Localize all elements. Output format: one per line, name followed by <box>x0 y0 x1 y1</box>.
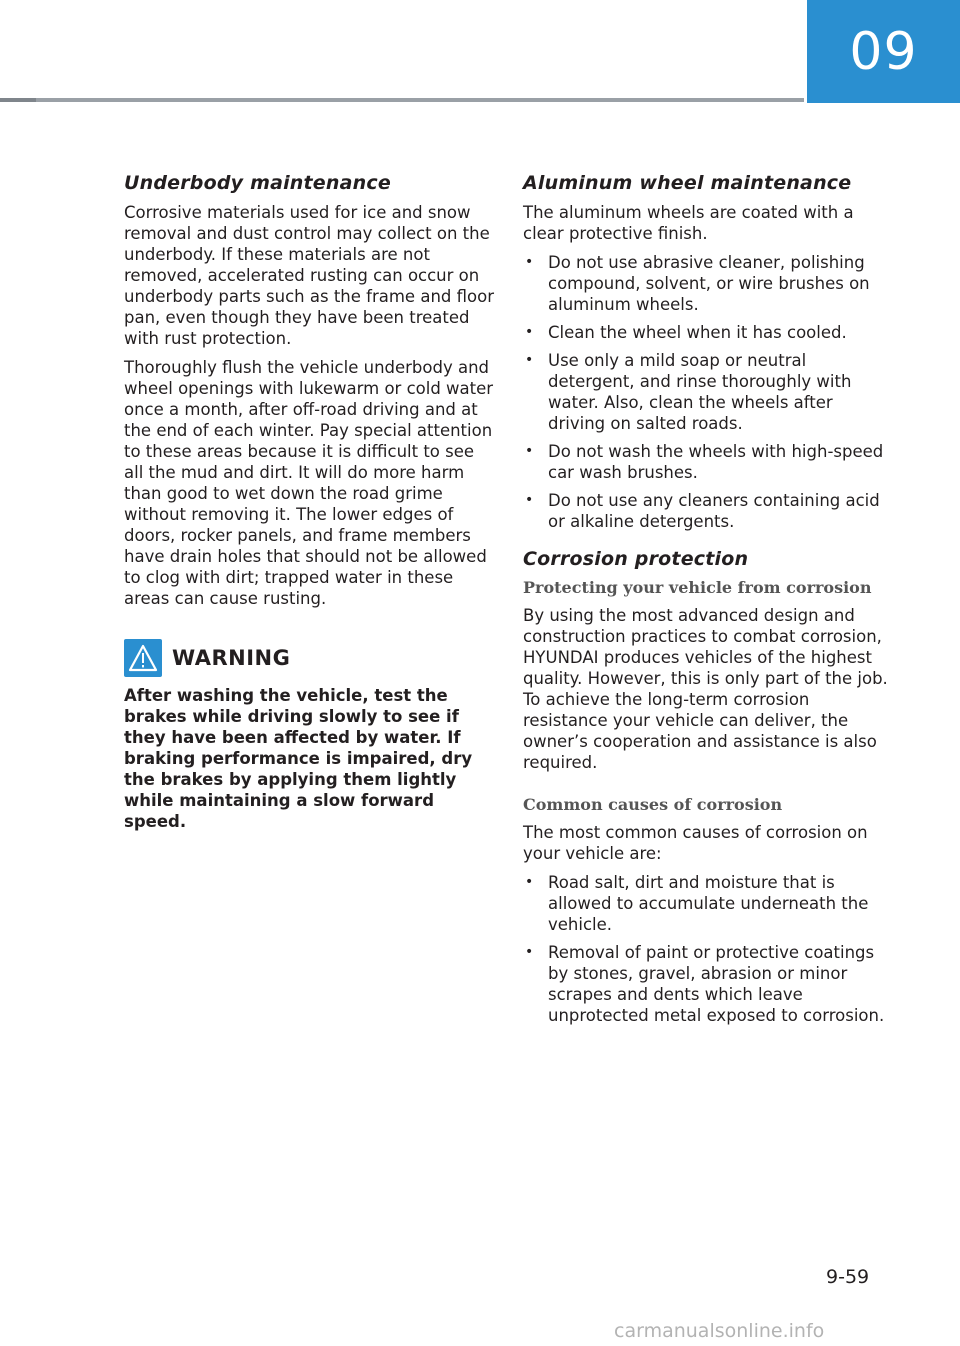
watermark: carmanualsonline.info <box>614 1320 825 1342</box>
underbody-heading: Underbody maintenance <box>124 172 391 194</box>
header-rule-accent <box>0 98 36 102</box>
list-item: • Removal of paint or protective coatings by stones, gravel, abrasion or minor scrapes and dents which leave unprotected metal exposed to corrosion. <box>523 942 893 1026</box>
warning-icon <box>124 639 162 677</box>
protecting-subheading: Protecting your vehicle from corrosion <box>523 578 872 597</box>
list-item: • Road salt, dirt and moisture that is allowed to accumulate underneath the vehicle. <box>523 872 893 935</box>
protecting-paragraph: By using the most advanced design and construction practices to combat corrosion, HYUNDAI produces vehicles of the highest quality. However, this is only part of the job. To achieve the long-term corrosion resistance your vehicle can deliver, the owner’s cooperation and assistance is also required. <box>523 606 888 772</box>
left-column <box>124 172 494 832</box>
list-item: • Clean the wheel when it has cooled. <box>523 322 893 343</box>
underbody-paragraph-2: Thoroughly flush the vehicle underbody and wheel openings with lukewarm or cold water once a month, after off-road driving and at the end of each winter. Pay special attention to these areas because it is difficult to see all the mud and dirt. It will do more harm than good to wet down the road grime without removing it. The lower edges of doors, rocker panels, and frame members have drain holes that should not be allowed to clog with dirt; trapped water in these areas can cause rusting. <box>124 358 494 608</box>
list-item: • Do not use abrasive cleaner, polishing compound, solvent, or wire brushes on aluminum wheels. <box>523 252 893 315</box>
chapter-tab: 09 <box>807 0 960 103</box>
causes-subheading: Common causes of corrosion <box>523 795 783 814</box>
wheel-bullet-list <box>523 252 893 532</box>
right-column <box>523 172 893 1033</box>
underbody-paragraph-1: Corrosive materials used for ice and snow removal and dust control may collect on the underbody. If these materials are not removed, accelerated rusting can occur on underbody parts such as the frame and floor pan, even though they have been treated with rust protection. <box>124 203 494 348</box>
warning-text: After washing the vehicle, test the brakes while driving slowly to see if they have been affected by water. If braking performance is impaired, dry the brakes by applying them lightly while maintaining a slow forward speed. <box>124 686 473 831</box>
causes-intro: The most common causes of corrosion on your vehicle are: <box>523 823 868 863</box>
page-number: 9-59 <box>826 1266 870 1288</box>
wheel-heading: Aluminum wheel maintenance <box>523 172 852 194</box>
corrosion-heading: Corrosion protection <box>523 548 749 570</box>
list-item: • Do not wash the wheels with high-speed car wash brushes. <box>523 441 893 483</box>
causes-bullet-list <box>523 872 893 1026</box>
list-item: • Use only a mild soap or neutral detergent, and rinse thoroughly with water. Also, clean the wheels after driving on salted roads. <box>523 350 893 434</box>
list-item: • Do not use any cleaners containing acid or alkaline detergents. <box>523 490 893 532</box>
wheel-intro: The aluminum wheels are coated with a clear protective finish. <box>523 203 854 243</box>
header-rule <box>0 98 804 102</box>
warning-title: WARNING <box>172 646 291 670</box>
warning-header <box>124 639 494 677</box>
